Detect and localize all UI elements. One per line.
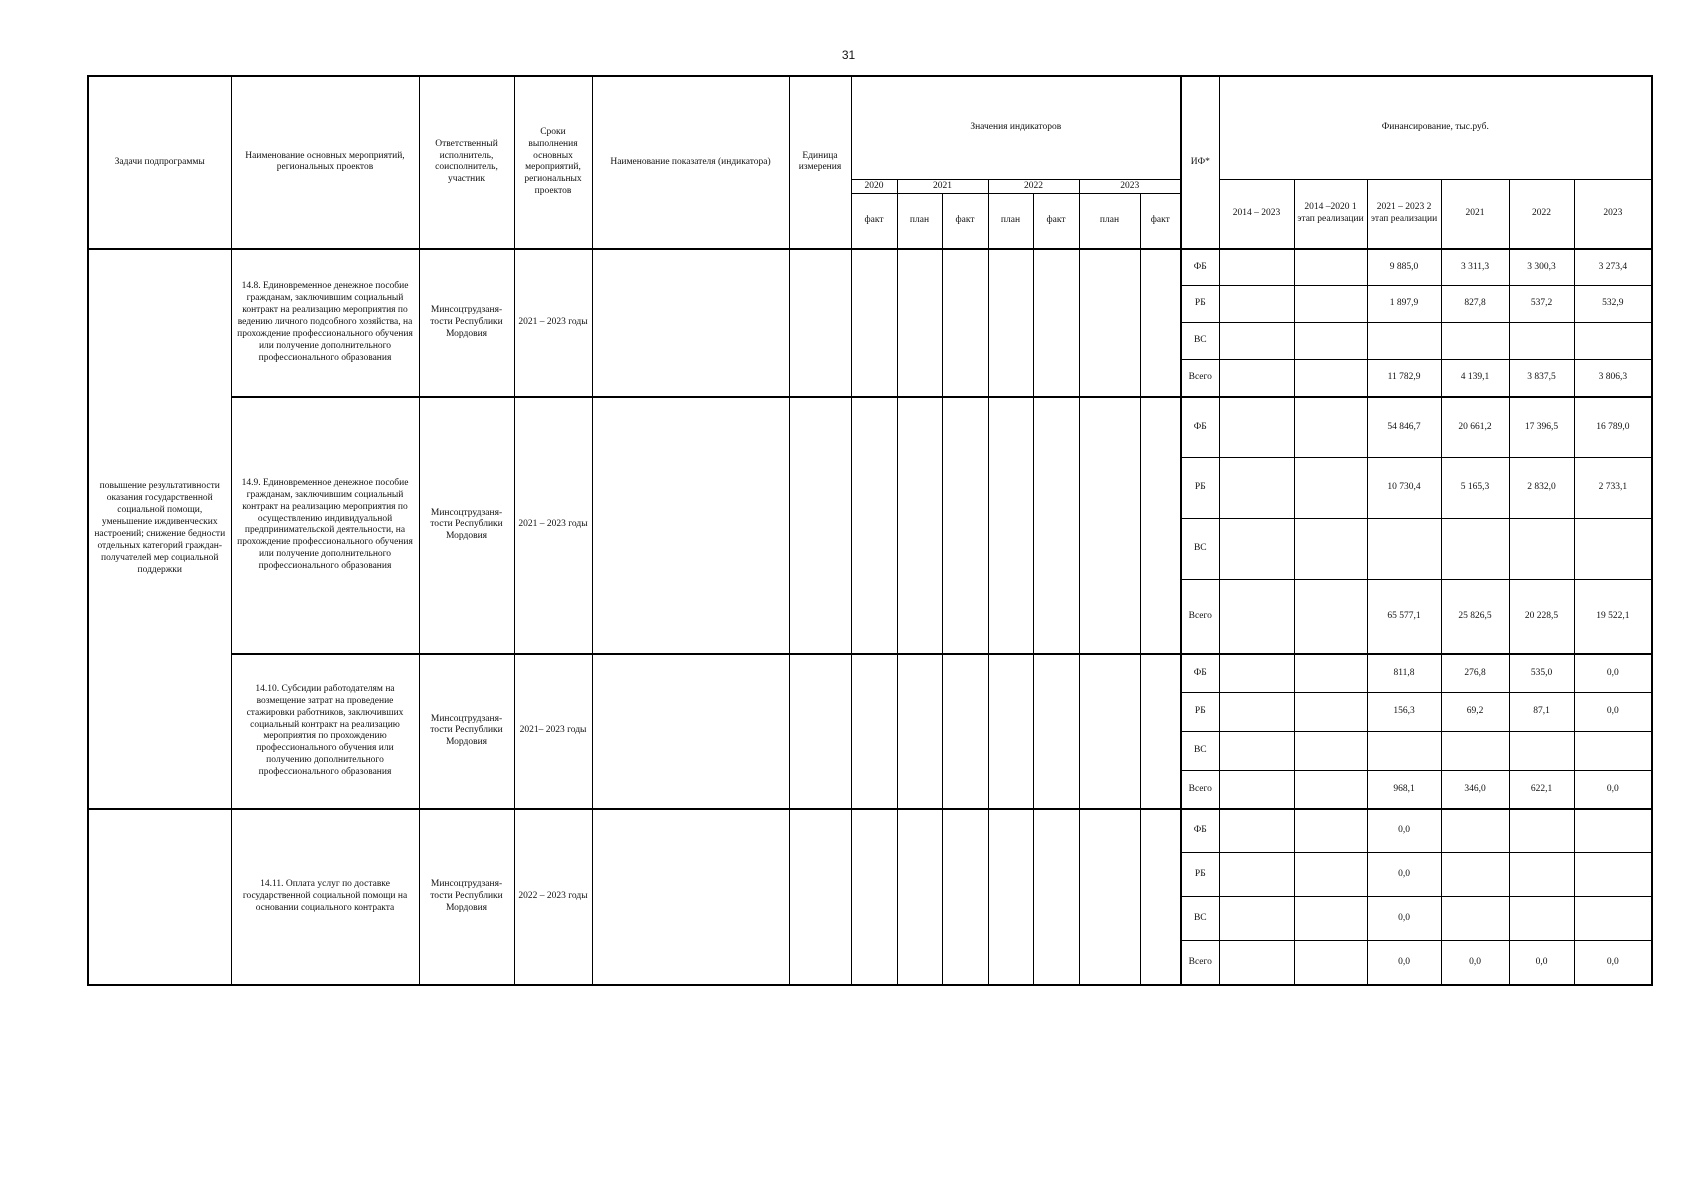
measure-executor: Минсоцтрудзаня-тости Республики Мордовия (419, 654, 514, 809)
financing-value: 156,3 (1367, 693, 1441, 732)
header-executor: Ответственный исполнитель, соисполнитель, участник (419, 76, 514, 249)
measure-executor: Минсоцтрудзаня-тости Республики Мордовия (419, 249, 514, 397)
financing-value (1294, 397, 1367, 458)
indicator-value-cell (942, 397, 988, 654)
funding-source: Всего (1181, 580, 1219, 654)
financing-value (1294, 732, 1367, 771)
funding-source: Всего (1181, 941, 1219, 985)
financing-value: 0,0 (1367, 897, 1441, 941)
financing-value (1574, 323, 1652, 360)
header-fin-col: 2014 – 2023 (1219, 179, 1294, 249)
indicator-value-cell (1079, 809, 1140, 985)
header-year: 2021 (897, 179, 988, 194)
financing-value: 87,1 (1509, 693, 1574, 732)
financing-value (1294, 809, 1367, 853)
financing-value: 346,0 (1441, 771, 1509, 809)
header-indicator-name: Наименование показателя (индикатора) (592, 76, 789, 249)
financing-value (1574, 809, 1652, 853)
financing-value (1294, 458, 1367, 519)
financing-value (1219, 654, 1294, 693)
header-measures: Наименование основных мероприятий, региональных проектов (231, 76, 419, 249)
financing-value (1441, 519, 1509, 580)
funding-source: РБ (1181, 853, 1219, 897)
financing-value: 0,0 (1367, 853, 1441, 897)
financing-value: 0,0 (1574, 693, 1652, 732)
financing-value: 532,9 (1574, 286, 1652, 323)
financing-value: 537,2 (1509, 286, 1574, 323)
financing-value: 0,0 (1367, 941, 1441, 985)
financing-value: 0,0 (1574, 654, 1652, 693)
header-fact-plan: факт (942, 194, 988, 249)
financing-value (1294, 853, 1367, 897)
financing-value: 0,0 (1574, 941, 1652, 985)
header-year: 2020 (851, 179, 897, 194)
financing-value: 622,1 (1509, 771, 1574, 809)
indicator-value-cell (897, 654, 942, 809)
indicator-value-cell (1140, 809, 1181, 985)
financing-value (1509, 732, 1574, 771)
financing-value (1294, 360, 1367, 397)
financing-value: 69,2 (1441, 693, 1509, 732)
financing-value: 17 396,5 (1509, 397, 1574, 458)
indicator-value-cell (988, 249, 1033, 397)
header-if: ИФ* (1181, 76, 1219, 249)
indicator-value-cell (897, 397, 942, 654)
indicator-name-cell (592, 249, 789, 397)
indicator-value-cell (988, 809, 1033, 985)
financing-value (1509, 897, 1574, 941)
financing-value (1294, 771, 1367, 809)
financing-value: 54 846,7 (1367, 397, 1441, 458)
funding-source: ВС (1181, 732, 1219, 771)
financing-value: 11 782,9 (1367, 360, 1441, 397)
financing-value (1219, 519, 1294, 580)
financing-value: 0,0 (1574, 771, 1652, 809)
financing-value (1441, 809, 1509, 853)
table-header (88, 76, 1652, 249)
financing-value (1441, 897, 1509, 941)
financing-value (1574, 897, 1652, 941)
financing-value: 535,0 (1509, 654, 1574, 693)
financing-value (1294, 286, 1367, 323)
financing-value: 4 139,1 (1441, 360, 1509, 397)
funding-source: Всего (1181, 360, 1219, 397)
indicator-value-cell (1033, 809, 1079, 985)
financing-value (1219, 249, 1294, 286)
task-cell: повышение результативности оказания государственной социальной помощи, уменьшение иждивенческих настроений; снижение бедности отдельных категорий граждан-получателей мер социальной поддержки (88, 249, 231, 809)
indicator-value-cell (1140, 249, 1181, 397)
program-table (87, 75, 1653, 986)
header-financing: Финансирование, тыс.руб. (1219, 76, 1652, 179)
financing-value (1294, 941, 1367, 985)
header-indicator-values: Значения индикаторов (851, 76, 1181, 179)
financing-value (1219, 897, 1294, 941)
financing-value (1509, 519, 1574, 580)
financing-value (1219, 397, 1294, 458)
funding-source: ФБ (1181, 654, 1219, 693)
indicator-value-cell (1033, 654, 1079, 809)
indicator-value-cell (1079, 397, 1140, 654)
financing-value (1574, 519, 1652, 580)
financing-value (1219, 853, 1294, 897)
indicator-value-cell (988, 654, 1033, 809)
measure-terms: 2021– 2023 годы (514, 654, 592, 809)
table-row (88, 654, 1652, 693)
header-fin-col: 2023 (1574, 179, 1652, 249)
measure-terms: 2022 – 2023 годы (514, 809, 592, 985)
financing-value (1441, 323, 1509, 360)
page-number: 31 (841, 48, 856, 62)
financing-value (1219, 323, 1294, 360)
financing-value (1219, 941, 1294, 985)
financing-value: 3 806,3 (1574, 360, 1652, 397)
header-fin-col: 2014 –2020 1 этап реализации (1294, 179, 1367, 249)
indicator-value-cell (1140, 397, 1181, 654)
header-fin-col: 2022 (1509, 179, 1574, 249)
indicator-value-cell (942, 809, 988, 985)
funding-source: РБ (1181, 693, 1219, 732)
indicator-value-cell (1033, 249, 1079, 397)
financing-value (1219, 580, 1294, 654)
financing-value: 827,8 (1441, 286, 1509, 323)
unit-cell (789, 809, 851, 985)
indicator-name-cell (592, 809, 789, 985)
financing-value: 3 311,3 (1441, 249, 1509, 286)
financing-value (1294, 897, 1367, 941)
financing-value (1219, 693, 1294, 732)
measure-name: 14.10. Субсидии работодателям на возмещение затрат на проведение стажировки работников, заключивших социальный контракт на реализацию мероприятия по прохождению профессионального обучения или получению дополнительного профессионального образования (231, 654, 419, 809)
financing-value (1219, 360, 1294, 397)
header-fin-col: 2021 (1441, 179, 1509, 249)
indicator-name-cell (592, 397, 789, 654)
financing-value (1294, 519, 1367, 580)
measure-name: 14.8. Единовременное денежное пособие гражданам, заключившим социальный контракт на реализацию мероприятия по ведению личного подсобного хозяйства, на прохождение профессионального обучения или получение дополнительного профессионального образования (231, 249, 419, 397)
funding-source: ФБ (1181, 397, 1219, 458)
financing-value: 276,8 (1441, 654, 1509, 693)
financing-value: 1 897,9 (1367, 286, 1441, 323)
financing-value: 19 522,1 (1574, 580, 1652, 654)
financing-value (1294, 323, 1367, 360)
indicator-value-cell (851, 809, 897, 985)
funding-source: ВС (1181, 519, 1219, 580)
header-unit: Единица измерения (789, 76, 851, 249)
financing-value (1294, 693, 1367, 732)
header-fact-plan: план (1079, 194, 1140, 249)
header-fact-plan: факт (1140, 194, 1181, 249)
measure-executor: Минсоцтрудзаня-тости Республики Мордовия (419, 809, 514, 985)
funding-source: РБ (1181, 286, 1219, 323)
funding-source: ВС (1181, 897, 1219, 941)
indicator-value-cell (1033, 397, 1079, 654)
financing-value: 3 273,4 (1574, 249, 1652, 286)
financing-value: 2 832,0 (1509, 458, 1574, 519)
indicator-value-cell (1140, 654, 1181, 809)
financing-value: 5 165,3 (1441, 458, 1509, 519)
financing-value (1509, 853, 1574, 897)
financing-value (1219, 458, 1294, 519)
financing-value: 811,8 (1367, 654, 1441, 693)
financing-value (1367, 323, 1441, 360)
unit-cell (789, 249, 851, 397)
indicator-value-cell (942, 654, 988, 809)
financing-value: 0,0 (1509, 941, 1574, 985)
financing-value (1509, 809, 1574, 853)
indicator-value-cell (897, 809, 942, 985)
indicator-name-cell (592, 654, 789, 809)
financing-value: 0,0 (1441, 941, 1509, 985)
financing-value: 2 733,1 (1574, 458, 1652, 519)
financing-value (1219, 286, 1294, 323)
financing-value (1441, 732, 1509, 771)
unit-cell (789, 654, 851, 809)
financing-value: 65 577,1 (1367, 580, 1441, 654)
financing-value (1219, 809, 1294, 853)
header-year: 2022 (988, 179, 1079, 194)
unit-cell (789, 397, 851, 654)
financing-value: 3 300,3 (1509, 249, 1574, 286)
financing-value (1219, 771, 1294, 809)
measure-name: 14.9. Единовременное денежное пособие гражданам, заключившим социальный контракт на реализацию мероприятия по осуществлению индивидуальной предпринимательской деятельности, на прохождение профессионального обучения или получение дополнительного профессионального образования (231, 397, 419, 654)
measure-executor: Минсоцтрудзаня-тости Республики Мордовия (419, 397, 514, 654)
funding-source: ФБ (1181, 809, 1219, 853)
financing-value (1294, 654, 1367, 693)
header-fact-plan: факт (1033, 194, 1079, 249)
table-row (88, 249, 1652, 286)
indicator-value-cell (851, 249, 897, 397)
indicator-value-cell (988, 397, 1033, 654)
indicator-value-cell (1079, 249, 1140, 397)
financing-value: 0,0 (1367, 809, 1441, 853)
financing-value: 20 228,5 (1509, 580, 1574, 654)
funding-source: ВС (1181, 323, 1219, 360)
financing-value: 16 789,0 (1574, 397, 1652, 458)
financing-value (1219, 732, 1294, 771)
indicator-value-cell (897, 249, 942, 397)
financing-value: 20 661,2 (1441, 397, 1509, 458)
financing-value (1574, 853, 1652, 897)
financing-value (1294, 580, 1367, 654)
funding-source: Всего (1181, 771, 1219, 809)
financing-value: 3 837,5 (1509, 360, 1574, 397)
header-fact-plan: план (897, 194, 942, 249)
table-row (88, 397, 1652, 458)
header-fin-col: 2021 – 2023 2 этап реализации (1367, 179, 1441, 249)
indicator-value-cell (851, 397, 897, 654)
header-terms: Сроки выполнения основных мероприятий, региональных проектов (514, 76, 592, 249)
financing-value (1367, 519, 1441, 580)
funding-source: РБ (1181, 458, 1219, 519)
header-fact-plan: план (988, 194, 1033, 249)
financing-value: 25 826,5 (1441, 580, 1509, 654)
table-body (88, 249, 1652, 985)
indicator-value-cell (851, 654, 897, 809)
measure-terms: 2021 – 2023 годы (514, 397, 592, 654)
table-row (88, 809, 1652, 853)
measure-name: 14.11. Оплата услуг по доставке государственной социальной помощи на основании социального контракта (231, 809, 419, 985)
funding-source: ФБ (1181, 249, 1219, 286)
header-tasks: Задачи подпрограммы (88, 76, 231, 249)
indicator-value-cell (942, 249, 988, 397)
financing-value (1574, 732, 1652, 771)
financing-value (1294, 249, 1367, 286)
financing-value: 968,1 (1367, 771, 1441, 809)
financing-value (1367, 732, 1441, 771)
task-cell-empty (88, 809, 231, 985)
header-year: 2023 (1079, 179, 1181, 194)
header-fact-plan: факт (851, 194, 897, 249)
measure-terms: 2021 – 2023 годы (514, 249, 592, 397)
indicator-value-cell (1079, 654, 1140, 809)
financing-value (1441, 853, 1509, 897)
financing-value (1509, 323, 1574, 360)
financing-value: 9 885,0 (1367, 249, 1441, 286)
financing-value: 10 730,4 (1367, 458, 1441, 519)
